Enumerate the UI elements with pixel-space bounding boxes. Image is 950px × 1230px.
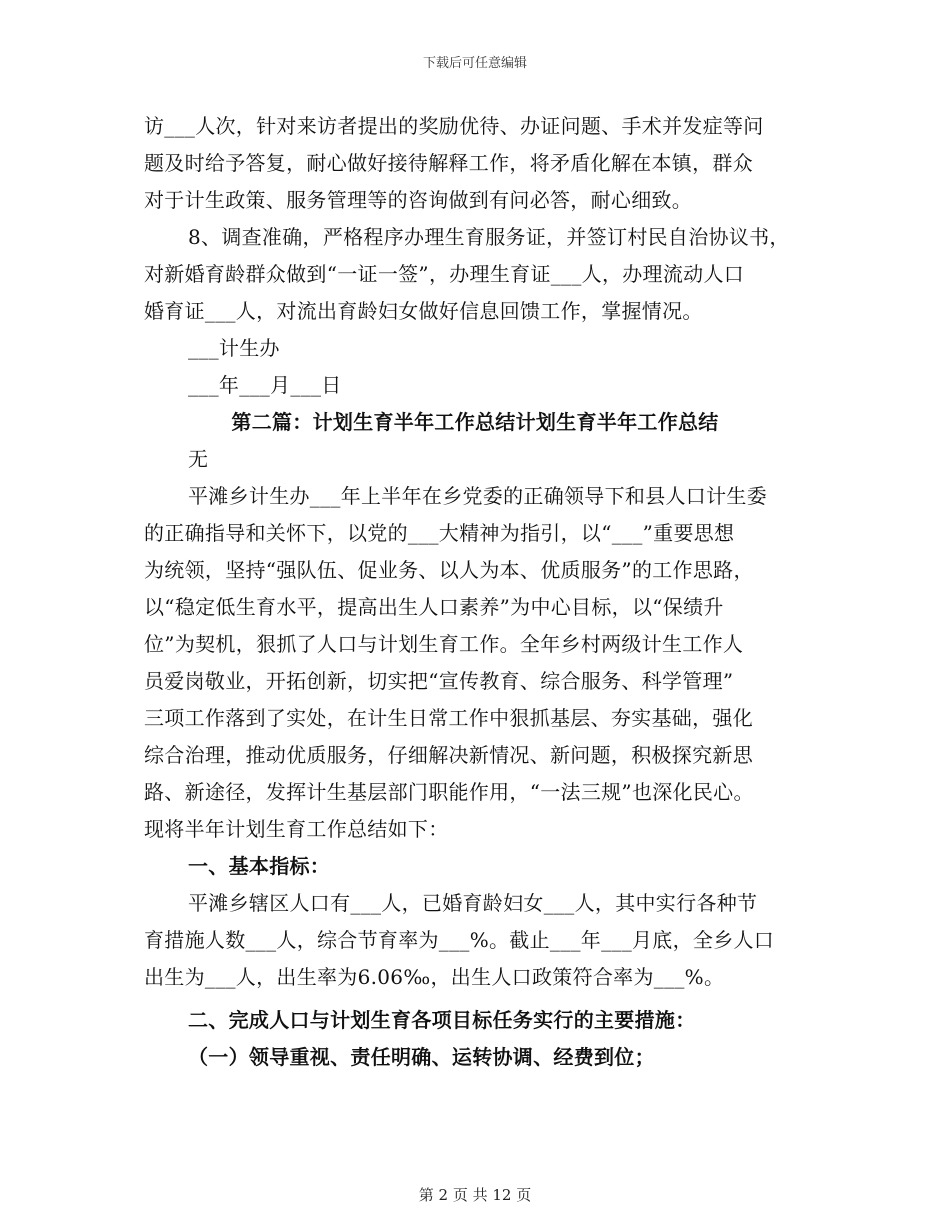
heading-main-measures: 二、完成人口与计划生育各项目标任务实行的主要措施：	[188, 1008, 696, 1032]
text-line-19: 路、新途径，发挥计生基层部门职能作用，“一法三规”也深化民心。	[144, 780, 754, 804]
text-line-14: 以“稳定低生育水平，提高出生人口素养”为中心目标，以“保绩升	[144, 595, 724, 619]
text-line-12: 的正确指导和关怀下，以党的___大精神为指引，以“___”重要思想	[144, 521, 735, 545]
page-header: 下载后可任意编辑	[422, 56, 527, 71]
document-body	[144, 108, 806, 1076]
text-line-4: 8、调查准确，严格程序办理生育服务证，并签订村民自治协议书，	[188, 225, 790, 249]
text-line-1: 访___人次，针对来访者提出的奖励优待、办证问题、手术并发症等问	[144, 114, 764, 138]
text-line-22: 平滩乡辖区人口有___人，已婚育龄妇女___人，其中实行各种节	[188, 891, 758, 915]
text-line-2: 题及时给予答复，耐心做好接待解释工作，将矛盾化解在本镇，群众	[144, 151, 753, 175]
text-line-23: 育措施人数___人，综合节育率为___%。截止___年___月底，全乡人口	[144, 928, 775, 952]
text-line-24: 出生为___人，出生率为6.06‰，出生人口政策符合率为___%。	[144, 965, 725, 989]
section-title: 第二篇：计划生育半年工作总结计划生育半年工作总结	[231, 410, 719, 434]
text-line-17: 三项工作落到了实处，在计生日常工作中狠抓基层、夯实基础，强化	[144, 706, 753, 730]
text-line-15: 位”为契机，狠抓了人口与计划生育工作。全年乡村两级计生工作人	[144, 632, 744, 656]
page-footer: 第 2 页 共 12 页	[418, 1186, 532, 1204]
text-line-13: 为统领，坚持“强队伍、促业务、以人为本、优质服务”的工作思路，	[144, 558, 754, 582]
text-line-18: 综合治理，推动优质服务，仔细解决新情况、新问题，积极探究新思	[144, 743, 753, 767]
text-line-11: 平滩乡计生办___年上半年在乡党委的正确领导下和县人口计生委	[188, 484, 767, 508]
signature-office: ___计生办	[188, 336, 280, 360]
heading-basic-indicators: 一、基本指标：	[188, 854, 331, 878]
text-line-5: 对新婚育龄群众做到“一证一签”，办理生育证___人，办理流动人口	[144, 262, 745, 286]
text-line-6: 婚育证___人，对流出育龄妇女做好信息回馈工作，掌握情况。	[144, 299, 703, 323]
signature-date: ___年___月___日	[188, 373, 342, 397]
text-line-16: 员爱岗敬业，开拓创新，切实把“宣传教育、综合服务、科学管理”	[144, 669, 734, 693]
heading-sub-1: （一）领导重视、责任明确、运转协调、经费到位；	[188, 1045, 655, 1069]
text-line-3: 对于计生政策、服务管理等的咨询做到有问必答，耐心细致。	[144, 188, 693, 212]
text-line-20: 现将半年计划生育工作总结如下：	[144, 817, 449, 841]
text-line-10: 无	[188, 447, 209, 471]
